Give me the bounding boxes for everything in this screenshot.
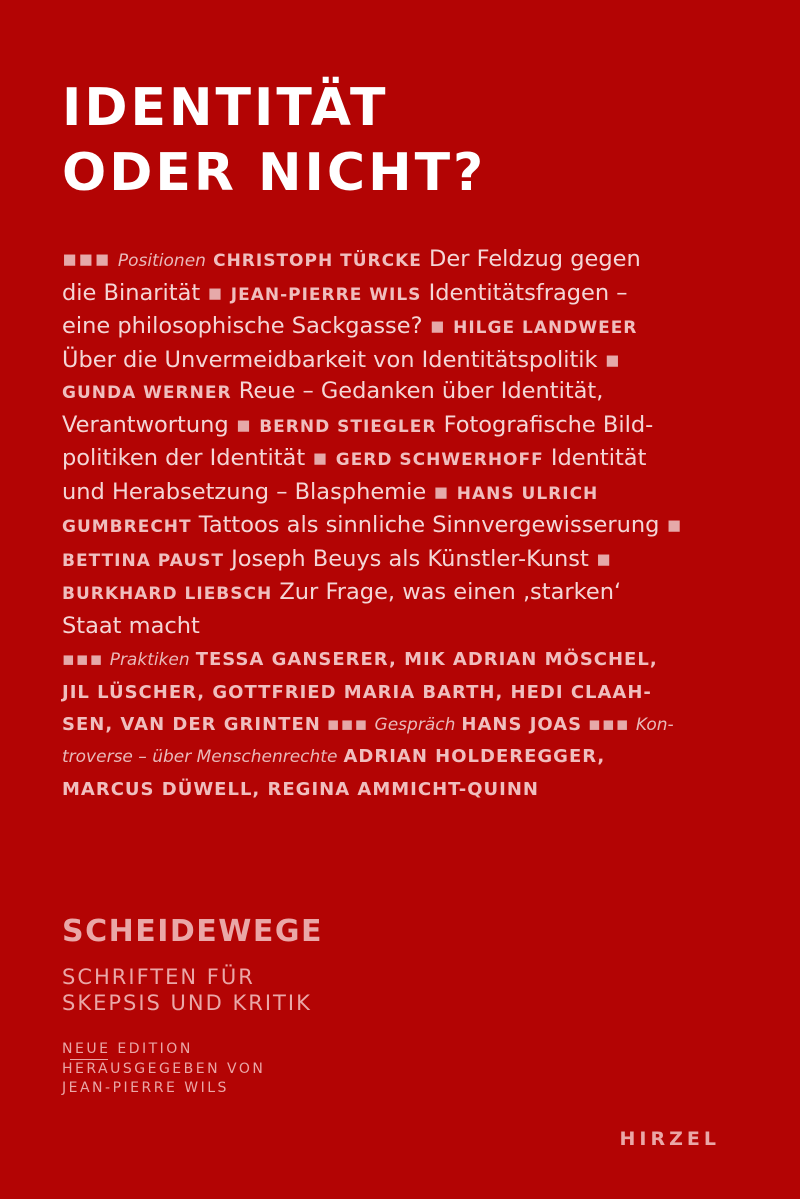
section-marker: ▪▪▪ [62,648,104,670]
essay-title: die Binarität [62,279,201,306]
positions-line [62,376,738,410]
essay-title: und Herabsetzung – Blasphemie [62,478,427,505]
section-marker: ▪ [312,445,329,471]
essay-title: Über die Unvermeidbarkeit von Identitätspolitik [62,346,598,373]
section-marker: ▪▪▪ [588,712,630,735]
author-name: TESSA GANSERER, MIK ADRIAN MÖSCHEL, [195,649,658,670]
practices-line [62,709,738,742]
positions-line [62,244,738,278]
series-subtitle-line-1: SCHRIFTEN FÜR [62,965,255,989]
edition-label: NEUE EDITION [62,1041,193,1057]
section-marker: ▪▪▪ [62,246,111,272]
essay-title: Reue – Gedanken über Identität, [238,378,604,404]
essay-title: Staat macht [62,612,200,639]
essay-title: Verantwortung [62,411,229,438]
book-title-line-1: IDENTITÄT [62,78,389,138]
book-title-line-2: ODER NICHT? [62,143,487,203]
section-marker: ▪ [433,478,450,505]
publisher-logo: HIRZEL [619,1128,720,1150]
edition-line-1 [62,1040,265,1060]
book-title [62,76,486,206]
author-name: GUMBRECHT [62,517,192,537]
section-label: troverse – über Menschenrechte [62,747,338,768]
positions-line [62,410,738,444]
essay-title: Joseph Beuys als Künstler-Kunst [231,545,589,572]
author-name: SEN, VAN DER GRINTEN [62,713,321,735]
series-name: SCHEIDEWEGE [62,914,323,949]
section-marker: ▪ [666,512,683,538]
author-name: ADRIAN HOLDEREGGER, [343,746,606,768]
author-name: HANS JOAS [461,713,583,735]
positions-line [62,311,738,345]
section-label: Gespräch [374,714,456,735]
edition-line-2: HERAUSGEGEBEN VON [62,1061,266,1077]
essay-title: Identität [550,445,647,471]
series-subtitle [62,964,312,1016]
section-marker: ▪ [429,313,446,339]
positions-line [62,443,738,477]
author-name: BERND STIEGLER [259,416,437,437]
practices-line [62,644,738,677]
edition-line-3: JEAN-PIERRE WILS [62,1080,229,1096]
essay-title: Der Feldzug gegen [429,246,641,272]
positions-line [62,510,738,544]
section-label: Positionen [117,251,206,271]
author-name: BURKHARD LIEBSCH [62,584,273,604]
positions-line [62,577,738,611]
positions-line [62,611,738,643]
practices-line [62,677,738,709]
author-name: GERD SCHWERHOFF [335,450,544,470]
series-subtitle-line-2: SKEPSIS UND KRITIK [62,991,312,1015]
contents-practices [62,644,738,806]
practices-line [62,741,738,774]
essay-title: politiken der Identität [62,445,306,471]
section-label: Kon- [635,714,674,735]
section-label: Praktiken [109,650,190,670]
essay-title: Zur Frage, was einen ‚starken‘ [279,579,622,605]
section-marker: ▪ [604,346,621,373]
series-edition [62,1040,265,1098]
author-name: BETTINA PAUST [62,550,224,571]
section-marker: ▪ [596,545,613,572]
section-marker: ▪ [207,279,224,306]
author-name: GUNDA WERNER [62,383,232,403]
author-name: JIL LÜSCHER, GOTTFRIED MARIA BARTH, HEDI CLAAH- [62,681,652,703]
section-marker: ▪ [235,411,253,438]
positions-line [62,544,738,578]
positions-line [62,278,738,312]
essay-title: eine philosophische Sackgasse? [62,313,423,339]
author-name: HILGE LANDWEER [453,318,638,338]
author-name: MARCUS DÜWELL, REGINA AMMICHT-QUINN [62,779,539,801]
author-name: HANS ULRICH [456,483,599,504]
essay-title: Fotografische Bild- [443,411,654,438]
contents-positions [62,244,738,642]
author-name: CHRISTOPH TÜRCKE [213,251,422,271]
practices-line [62,774,738,806]
author-name: JEAN-PIERRE WILS [230,284,422,305]
positions-line [62,345,738,377]
essay-title: Identitätsfragen – [428,279,628,306]
section-marker: ▪▪▪ [326,712,369,735]
essay-title: Tattoos als sinnliche Sinnvergewisserung [198,512,660,538]
positions-line [62,477,738,511]
